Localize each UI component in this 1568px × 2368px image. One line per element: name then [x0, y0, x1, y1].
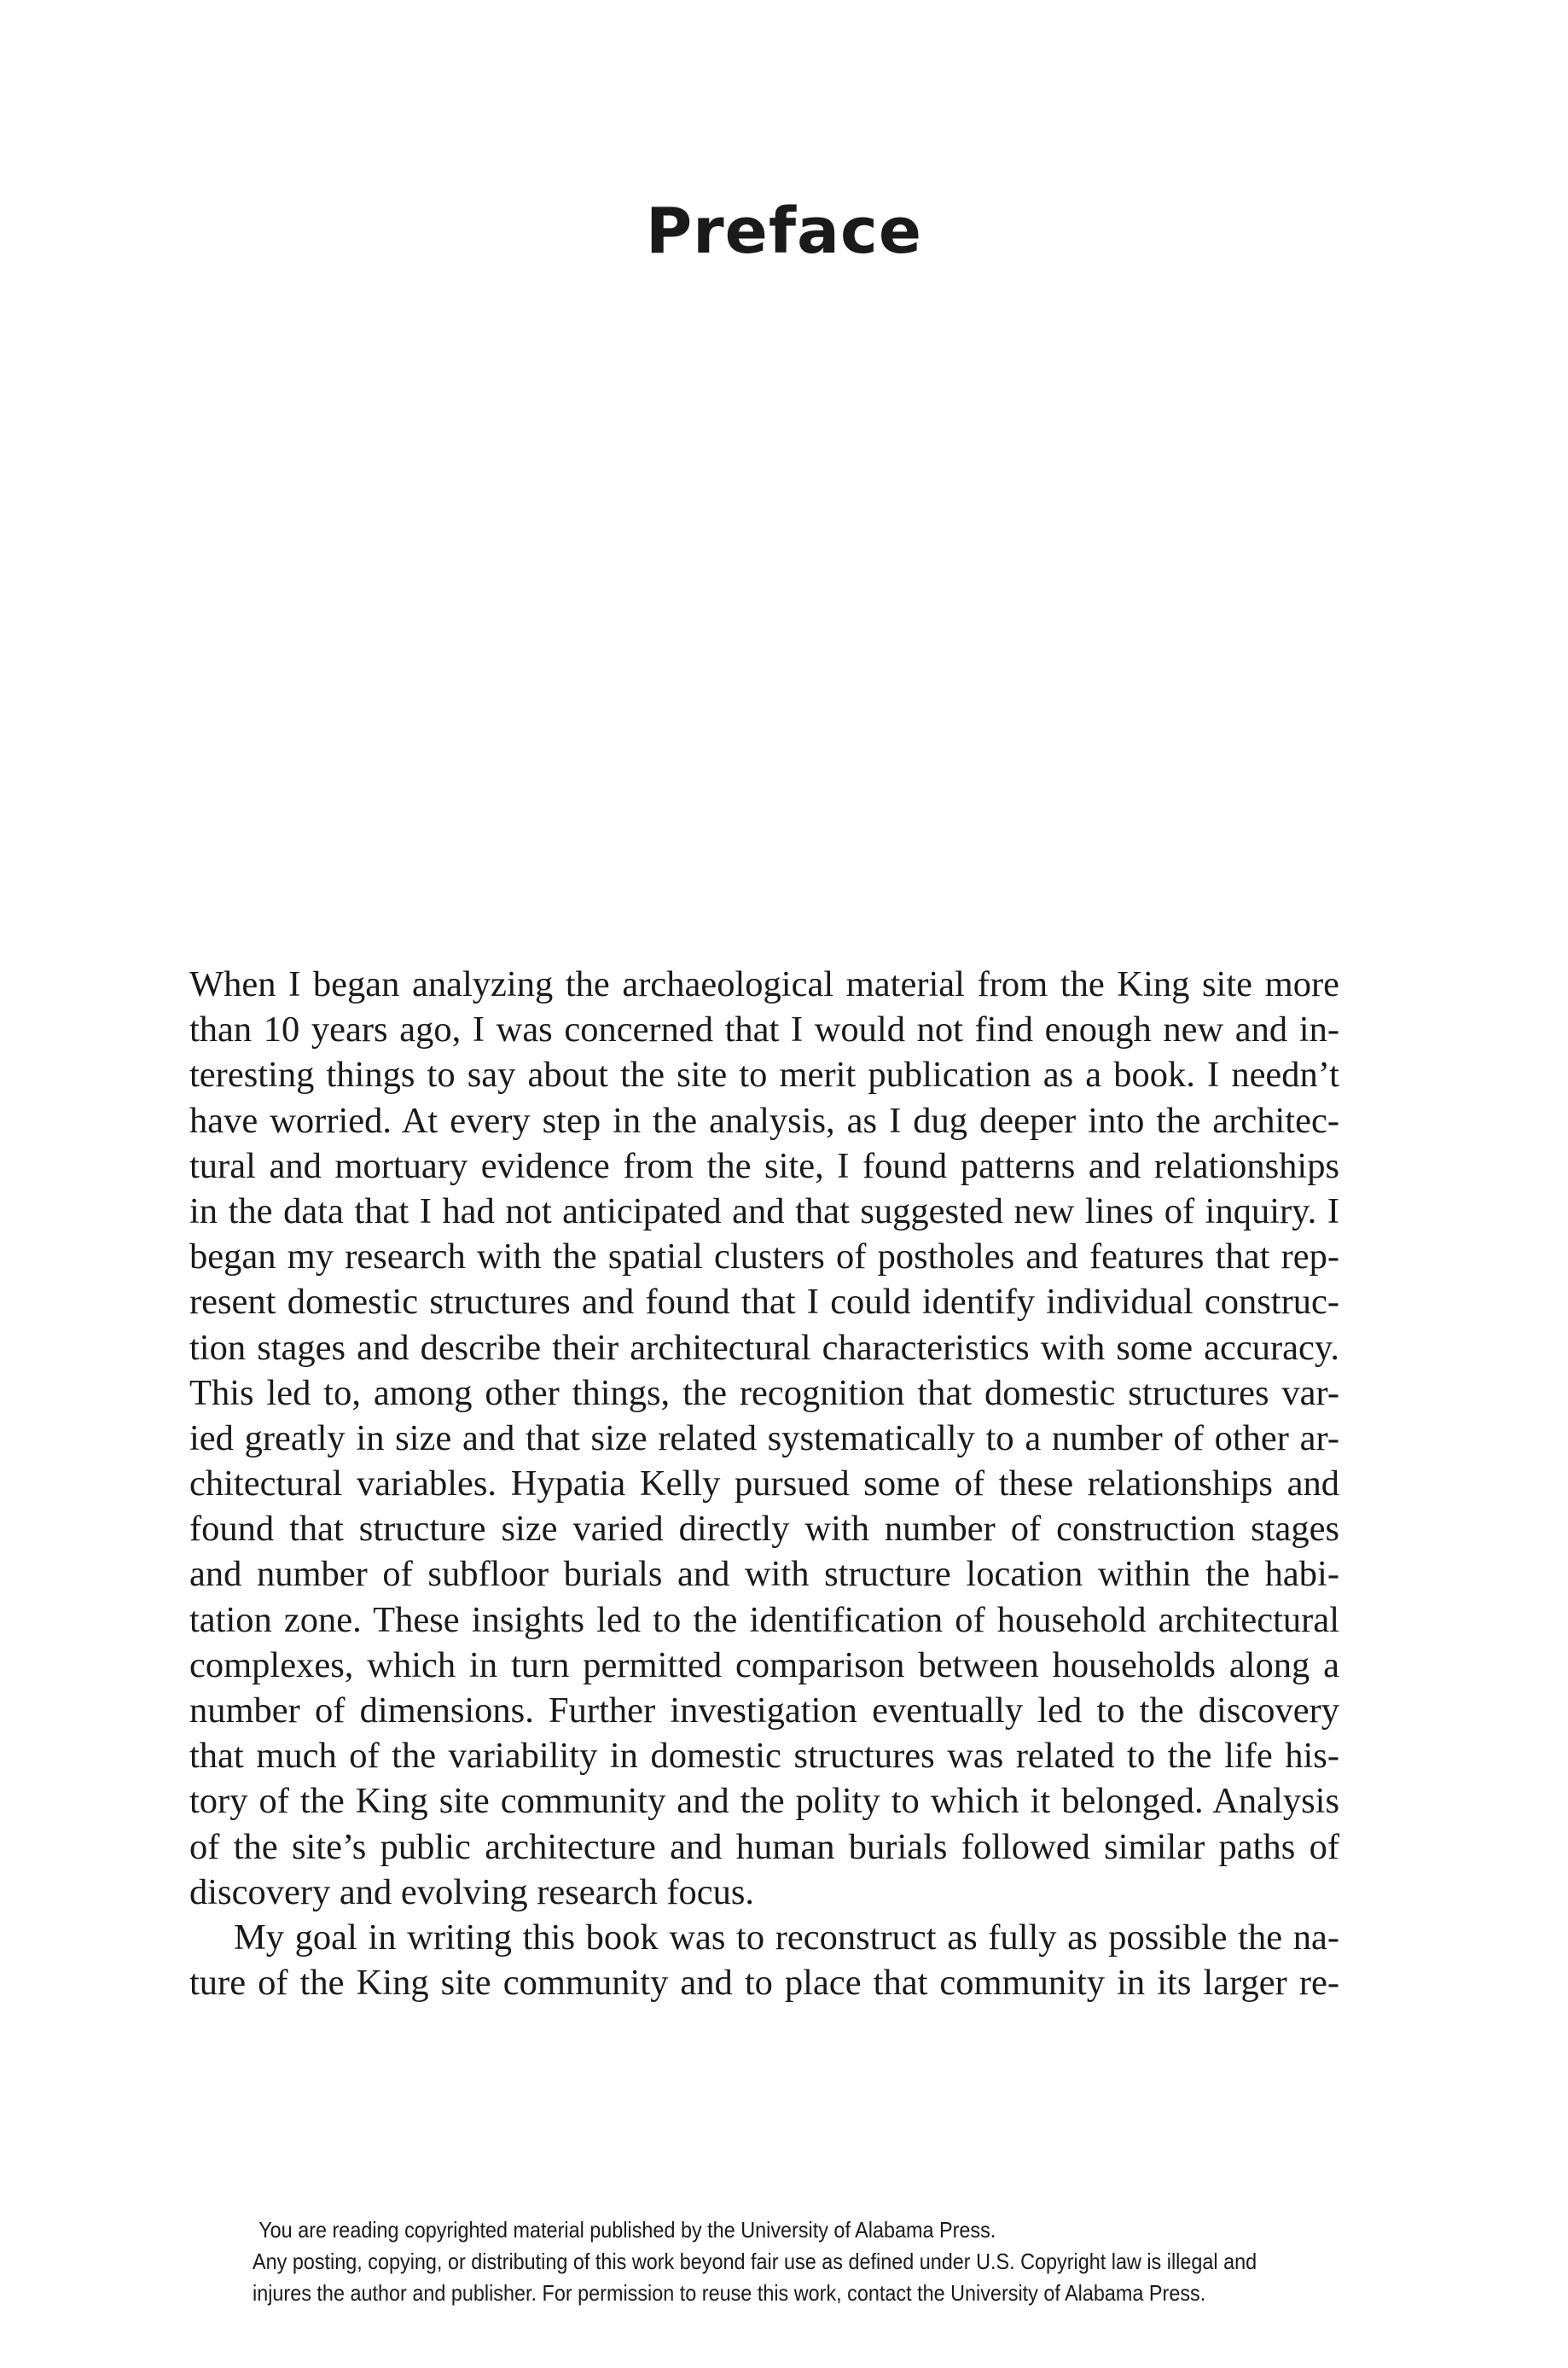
paragraph-line: ied greatly in size and that size related systematically to a number of other ar-: [189, 1417, 1339, 1458]
paragraph-line: When I began analyzing the archaeological material from the King site more: [189, 964, 1339, 1004]
paragraph-line: number of dimensions. Further investigation eventually led to the discovery: [189, 1690, 1339, 1731]
preface-body: [189, 962, 1339, 2005]
paragraph-line: of the site’s public architecture and human burials followed similar paths of: [189, 1826, 1339, 1867]
paragraph-line: tural and mortuary evidence from the site, I found patterns and relationships: [189, 1145, 1339, 1186]
paragraph-line: began my research with the spatial clusters of postholes and features that rep-: [189, 1236, 1339, 1277]
paragraph-line: and number of subfloor burials and with structure location within the habi-: [189, 1554, 1339, 1595]
copyright-notice-line: Any posting, copying, or distributing of this work beyond fair use as defined under U.S. Copyright law is illegal and: [253, 2249, 1257, 2274]
paragraph-line: discovery and evolving research focus.: [189, 1871, 755, 1912]
paragraph-line: teresting things to say about the site to merit publication as a book. I needn’t: [189, 1055, 1339, 1096]
page-title: Preface: [645, 195, 923, 268]
paragraph-line: found that structure size varied directly with number of construction stages: [189, 1509, 1339, 1550]
copyright-notice-line: You are reading copyrighted material published by the University of Alabama Press.: [258, 2217, 996, 2243]
paragraph-line: have worried. At every step in the analysis, as I dug deeper into the architec-: [189, 1100, 1339, 1141]
copyright-notice: [253, 2214, 1257, 2309]
paragraph-line: in the data that I had not anticipated and that suggested new lines of inquiry. I: [189, 1190, 1339, 1231]
paragraph-line: complexes, which in turn permitted comparison between households along a: [189, 1644, 1339, 1685]
paragraph-line: tory of the King site community and the polity to which it belonged. Analysis: [189, 1781, 1339, 1822]
paragraph-line: that much of the variability in domestic structures was related to the life his-: [189, 1736, 1339, 1777]
paragraph-line: tation zone. These insights led to the identification of household architectural: [189, 1599, 1339, 1640]
paragraph-line: than 10 years ago, I was concerned that I would not find enough new and in-: [189, 1009, 1339, 1050]
paragraph-line: resent domestic structures and found that I could identify individual construc-: [189, 1282, 1339, 1323]
paragraph-line: chitectural variables. Hypatia Kelly pursued some of these relationships and: [189, 1463, 1339, 1504]
paragraph-line: ture of the King site community and to place that community in its larger re-: [189, 1963, 1339, 2004]
paragraph-line: My goal in writing this book was to reconstruct as fully as possible the na-: [234, 1917, 1339, 1958]
paragraph-line: tion stages and describe their architectural characteristics with some accuracy.: [189, 1327, 1339, 1368]
paragraph-line: This led to, among other things, the recognition that domestic structures var-: [189, 1372, 1339, 1413]
copyright-notice-line: injures the author and publisher. For permission to reuse this work, contact the University of Alabama Press.: [253, 2280, 1206, 2306]
